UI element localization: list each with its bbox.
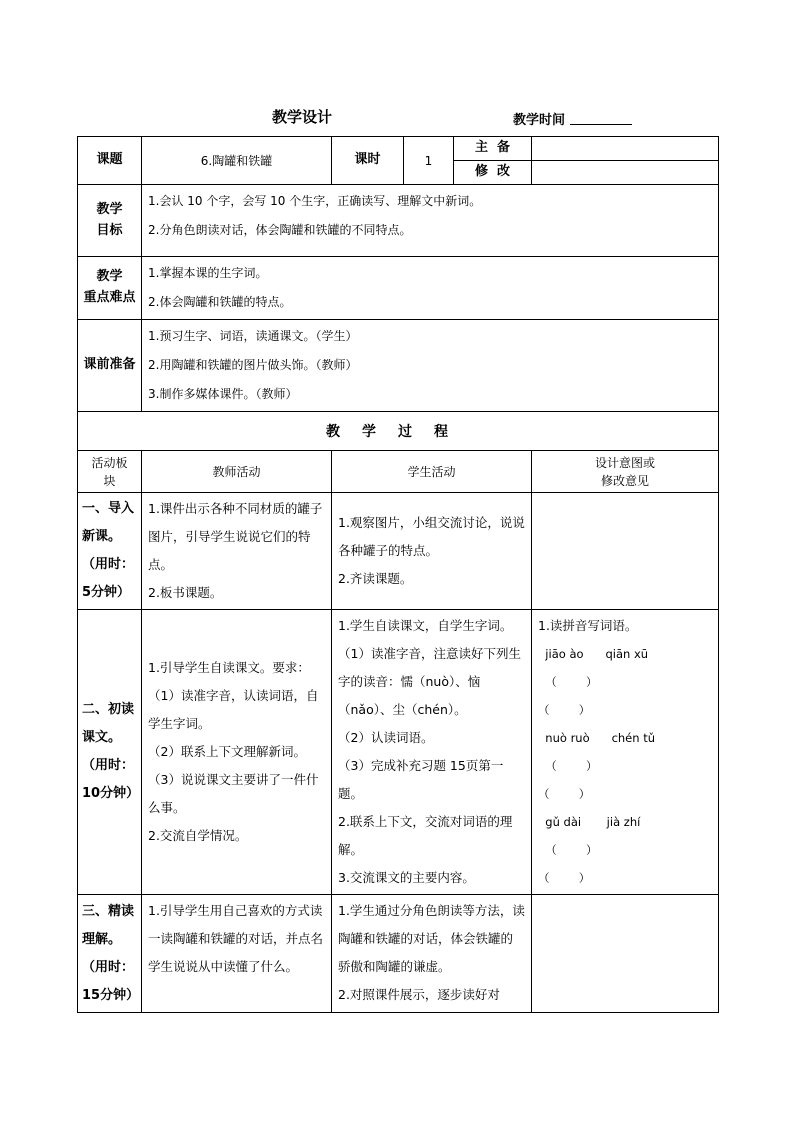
key-point-item: 2.体会陶罐和铁罐的特点。 xyxy=(148,295,292,309)
document-title: 教学设计 xyxy=(272,108,333,126)
answer-blank[interactable]: （ ） xyxy=(538,787,591,801)
answer-blank[interactable]: （ ） xyxy=(538,675,598,689)
phase-first-reading: 二、初读 课文。 （用时： 10分钟） xyxy=(78,610,142,895)
preparation-item: 1.预习生字、词语，读通课文。（学生） xyxy=(148,329,358,343)
key-point-item: 1.掌握本课的生字词。 xyxy=(148,266,268,280)
design-note-close-reading[interactable] xyxy=(532,895,719,1013)
lesson-plan-table xyxy=(77,136,719,1013)
student-activity-first-reading: 1.学生自读课文，自学生字词。 （1）读准字音，注意读好下列生字的读音：懦（nuò）、恼（nǎo）、尘（chén）。 （2）认读词语。 （3）完成补充习题 15页第一题。 2.联系上下文，交流对词语的理解。 3.交流课文的主要内容。 xyxy=(332,610,532,895)
col-header-student: 学生活动 xyxy=(332,451,532,493)
phase-close-reading: 三、精读 理解。 （用时： 15分钟） xyxy=(78,895,142,1013)
preparation-label: 课前准备 xyxy=(78,320,142,412)
goal-item: 2.分角色朗读对话，体会陶罐和铁罐的不同特点。 xyxy=(148,223,412,237)
process-title: 教学过程 xyxy=(78,412,719,451)
prep-value[interactable] xyxy=(532,137,719,161)
revise-label: 修 改 xyxy=(454,161,532,185)
goal-item: 1.会认 10 个字，会写 10 个生字，正确读写、理解文中新词。 xyxy=(148,194,482,208)
preparation-item: 2.用陶罐和铁罐的图片做头饰。（教师） xyxy=(148,358,358,372)
key-points-label: 教学 重点难点 xyxy=(78,257,142,320)
subject-label: 课题 xyxy=(78,137,142,185)
preparation-content xyxy=(142,320,719,412)
pinyin-line: nuò ruò chén tǔ xyxy=(538,731,655,745)
teaching-time-label: 教学时间 xyxy=(513,113,566,128)
goals-label: 教学 目标 xyxy=(78,185,142,257)
answer-blank[interactable]: （ ） xyxy=(538,759,598,773)
answer-blank[interactable]: （ ） xyxy=(538,703,591,717)
design-note-first-reading: 1.读拼音写词语。 jiāo ào qiān xū （ ） （ ） nuò ruò chén tǔ （ ） （ ） gǔ dài jià zhí （ ） （ ） xyxy=(532,610,719,895)
pinyin-line: jiāo ào qiān xū xyxy=(538,647,649,661)
teacher-activity-close-reading: 1.引导学生用自己喜欢的方式读一读陶罐和铁罐的对话，并点名学生说说从中读懂了什么。 xyxy=(142,895,332,1013)
preparation-item: 3.制作多媒体课件。（教师） xyxy=(148,387,298,401)
phase-intro: 一、导入 新课。 （用时： 5分钟） xyxy=(78,493,142,610)
teaching-time-blank[interactable] xyxy=(570,124,632,125)
prep-label: 主 备 xyxy=(454,137,532,161)
period-label: 课时 xyxy=(332,137,404,185)
col-header-module: 活动板 块 xyxy=(78,451,142,493)
revise-value[interactable] xyxy=(532,161,719,185)
pinyin-line: gǔ dài jià zhí xyxy=(538,815,641,829)
answer-blank[interactable]: （ ） xyxy=(538,843,598,857)
answer-blank[interactable]: （ ） xyxy=(538,871,591,885)
student-activity-intro: 1.观察图片，小组交流讨论，说说各种罐子的特点。 2.齐读课题。 xyxy=(332,493,532,610)
goals-content xyxy=(142,185,719,257)
subject-value: 6.陶罐和铁罐 xyxy=(142,137,332,185)
student-activity-close-reading: 1.学生通过分角色朗读等方法，读陶罐和铁罐的对话，体会铁罐的骄傲和陶罐的谦虚。 2.对照课件展示，逐步读好对 xyxy=(332,895,532,1013)
col-header-design: 设计意图或 修改意见 xyxy=(532,451,719,493)
design-note-intro[interactable] xyxy=(532,493,719,610)
teacher-activity-first-reading: 1.引导学生自读课文。要求： （1）读准字音，认读词语，自学生字词。 （2）联系上下文理解新词。 （3）说说课文主要讲了一件什么事。 2.交流自学情况。 xyxy=(142,610,332,895)
key-points-content xyxy=(142,257,719,320)
col-header-teacher: 教师活动 xyxy=(142,451,332,493)
period-value: 1 xyxy=(404,137,454,185)
teacher-activity-intro: 1.课件出示各种不同材质的罐子图片，引导学生说说它们的特点。 2.板书课题。 xyxy=(142,493,332,610)
